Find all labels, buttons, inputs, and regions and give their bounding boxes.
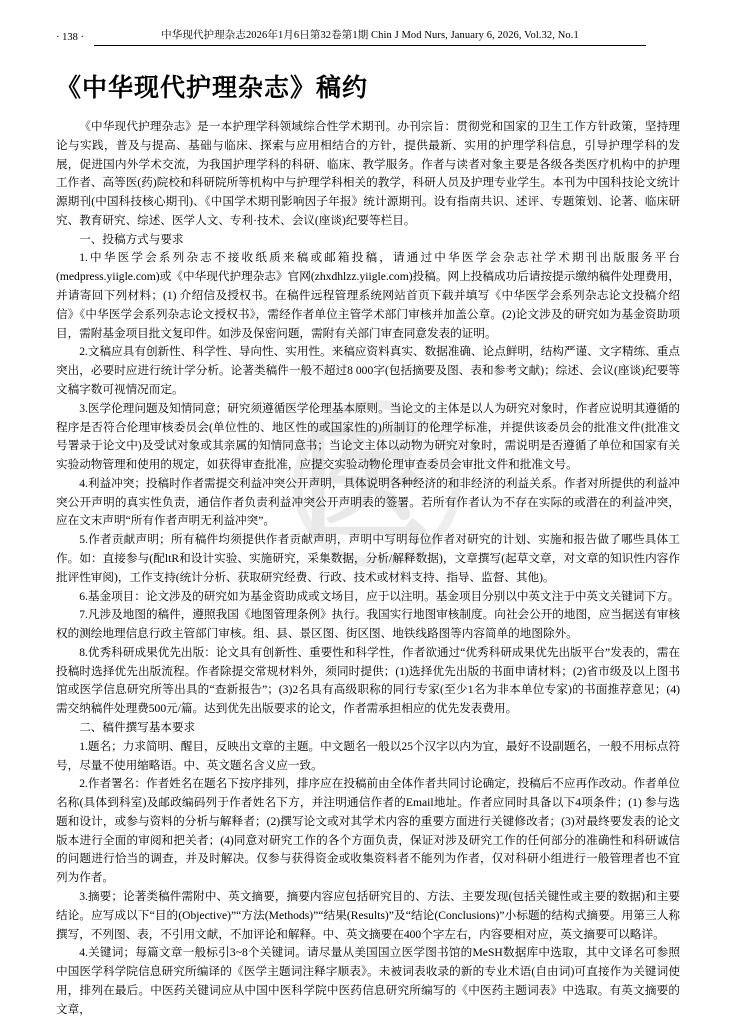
paragraph: 《中华现代护理杂志》是一本护理学科领域综合性学术期刊。办刊宗旨：贯彻党和国家的卫生工作方针政策，坚持理论与实践，普及与提高、基础与临床、探索与应用相结合的方针，提供最新、实用的护理学科信息，引导护理学科的发展，促进国内外学术交流，为我国护理学科的科研、临床、教学服务。作者与读者对象主要是各级各类医疗机构中的护理工作者、高等医(药)院校和科研院所等机构中与护理学科相关的教学，科研人员及护理专业学生。本刊为中国科技论文统计源期刊(中国科技核心期刊)、《中国学术期刊影响因子年报》统计源期刊。设有指南共识、述评、专题策划、论著、临床研究、教育研究、综述、医学人文、专利·技术、会议(座谈)纪要等栏目。 — [56, 120, 680, 227]
paragraph: 2.文稿应具有创新性、科学性、导向性、实用性。来稿应资料真实、数据准确、论点鲜明，结构严谨、文字精练、重点突出，必要时应进行统计学分析。论著类稿件一般不超过8 000字(包括摘要及图、表和参考文献)；综述、会议(座谈)纪要等文稿字数可视情况而定。 — [56, 345, 680, 396]
paragraph: 3.医学伦理问题及知情同意；研究须遵循医学伦理基本原则。当论文的主体是以人为研究对象时，作者应说明其遵循的程序是否符合伦理审核委员会(单位性的、地区性的或国家性的)所制订的伦理学标准，并提供该委员会的批准文件(批准文号署录于论文中)及受试对象或其亲属的知情同意书；当论文主体以动物为研究对象时，需说明是否遵循了单位和国家有关实验动物管理和使用的规定，如获得审查批准，应提交实验动物伦理审查委员会审批文件和批准文号。 — [56, 401, 680, 472]
paragraph: 6.基金项目：论文涉及的研究如为基金资助成或文场目，应于以注明。基金项目分别以中英文注于中英文关键词下方。 — [79, 589, 680, 603]
paragraph: 4.关键词；每篇文章一般标引3~8个关键词。请尽量从美国国立医学图书馆的MeSH数据库中选取，其中文译名可参照中国医学科学院信息研究所编译的《医学主题词注释字顺表》。未被词表收录的新的专业术语(自由词)可直接作为关键词使用，排列在最后。中医药关键词应从中国中医科学院中医药信息研究所编写的《中医药主题词表》中选取。有英文摘要的文章， — [56, 946, 680, 1016]
journal-title-cn: 中华现代护理杂志2026年1月6日第32卷第1期 — [161, 30, 369, 42]
paragraph: 1.题名；力求简明、醒目，反映出文章的主题。中文题名一般以25个汉字以内为宜，最好不设副题名，一般不用标点符号，尽量不使用缩略语。中、英文题名含义应一致。 — [56, 739, 680, 772]
section-heading: 二、稿件撰写基本要求 — [79, 721, 196, 734]
watermark-text: 医 — [299, 414, 436, 558]
paragraph: 1.中华医学会系列杂志不接收纸质来稿或邮箱投稿，请通过中华医学会杂志社学术期刊出版服务平台(medpress.yiigle.com)或《中华现代护理杂志》官网(zhxdhlzz.yiigle.com)投稿。网上投稿成功后请按提示缴纳稿件处理费用，并请寄回下列材料；(1) 介绍信及授权书。在稿件远程管理系统网站首页下载并填写《中华医学会系列杂志论文投稿介绍信》《中华医学会系列杂志论文授权书》，需经作者单位主管学术部门审核并加盖公章。(2)论文涉及的研究如为基金资助项目，需附基金项目批文复印件。如涉及保密问题，需附有关部门审查同意发表的证明。 — [56, 251, 680, 340]
page-title: 《中华现代护理杂志》稿约 — [56, 75, 369, 102]
paragraph: 8.优秀科研成果优先出版：论文具有创新性、重要性和科学性，作者欲通过“优秀科研成果优先出版平台”发表的，需在投稿时选择优先出版流程。作者除提交常规材料外，须同时提供；(1)选择优先出版的书面申请材料；(2)省市级及以上图书馆或医学信息研究所等出具的“查新报告”；(3)2名具有高级职称的同行专家(至少1名为非本单位专家)的书面推荐意见；(4)需交纳稿件处理费500元/篇。达到优先出版要求的论文，作者需承担相应的优先发表费用。 — [56, 645, 680, 716]
paragraph: 3.摘要；论著类稿件需附中、英文摘要，摘要内容应包括研究目的、方法、主要发现(包括关键性或主要的数据)和主要结论。应写成以下“目的(Objective)”“方法(Methods)”“结果(Results)”及“结论(Conclusions)”小标题的结构式摘要。用第三人称撰写，不列图、表，不引用文献，不加评论和解释。中、英文摘要在400个字左右，内容要相对应，英文摘要可以略详。 — [56, 890, 680, 941]
journal-title-en: Chin J Mod Nurs, January 6, 2026, Vol.32, No.1 — [371, 30, 579, 42]
section-heading: 一、投稿方式与要求 — [79, 232, 184, 246]
journal-title-line — [94, 30, 646, 46]
paragraph: 5.作者贡献声明；所有稿件均须提供作者贡献声明，声明中写明每位作者对研究的计划、实施和报告做了哪些具体工作。如：直接参与(配ltR和设计实验、实施研究，采集数据，分析/解释数据)，文章撰写(起草文章，对文章的知识性内容作批评性审阅)，工作支持(统计分析、获取研究经费、行政、技术或材料支持、指导、监督、其他)。 — [56, 533, 680, 584]
paragraph: 4.利益冲突；投稿时作者需提交利益冲突公开声明，具体说明各种经济的和非经济的利益关系。作者对所提供的利益冲突公开声明的真实性负责，通信作者负责利益冲突公开声明表的签署。若所有作者认为不存在实际的或潜在的利益冲突，应在文末声明“所有作者声明无利益冲突”。 — [56, 476, 680, 528]
paragraph: 7.凡涉及地图的稿件，遵照我国《地图管理条例》执行。我国实行地图审核制度。向社会公开的地图，应当据送有审核权的测绘地理信息行政主管部门审核。组、县、景区图、街区图、地铁线路图等内容简单的地图除外。 — [56, 608, 680, 641]
paragraph: 2.作者署名：作者姓名在题名下按序排列，排序应在投稿前由全体作者共同讨论确定，投稿后不应再作改动。作者单位名称(具体到科室)及邮政编码列于作者姓名下方，并注明通信作者的Email地址。作者应同时具备以下4项条件；(1) 参与选题和设计，或参与资料的分析与解释者；(2)撰写论文或对其学术内容的重要方面进行关键修改者；(3)对最终要发表的论文版本进行全面的审阅和把关者；(4)同意对研究工作的各个方面负责，保证对涉及研究工作的任何部分的准确性和科研诚信的问题进行恰当的调查，并及时解决。仅参与获得资金或收集资料者不能列为作者，仅对科研小组进行一般管理者也不宜列为作者。 — [56, 777, 680, 885]
page-folio: · 138 · — [56, 32, 84, 44]
running-head — [56, 26, 680, 46]
article-body — [56, 118, 680, 1020]
